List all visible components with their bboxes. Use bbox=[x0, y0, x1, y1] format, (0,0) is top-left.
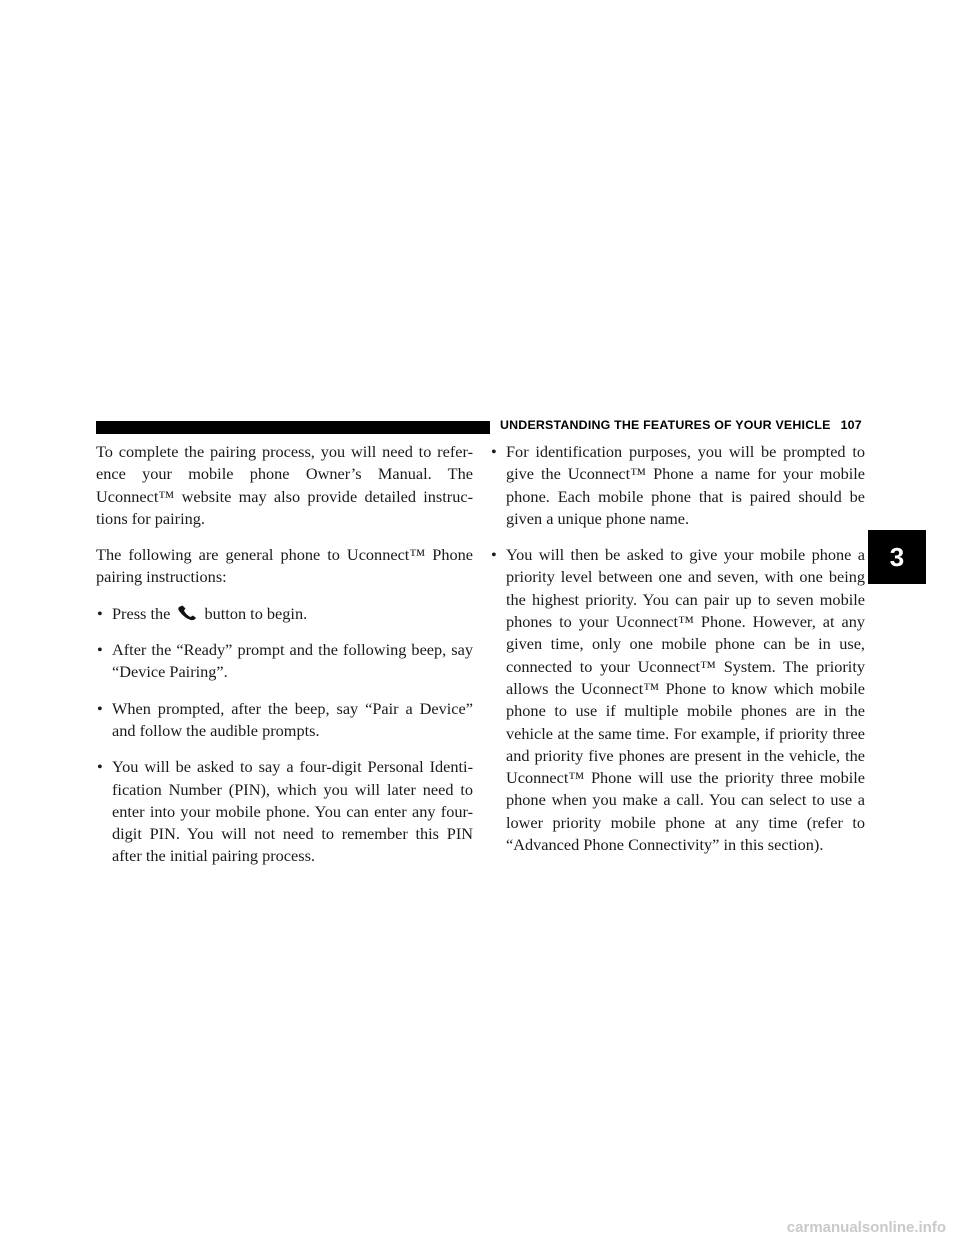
instructions-lead: The following are general phone to Uconnect™ Phone pairing instructions: bbox=[96, 545, 473, 587]
bullet: • bbox=[97, 698, 103, 718]
chapter-tab: 3 bbox=[868, 530, 926, 584]
header-rule bbox=[96, 421, 490, 434]
bullet: • bbox=[491, 442, 497, 461]
section-title: UNDERSTANDING THE FEATURES OF YOUR VEHICLE bbox=[500, 418, 831, 432]
intro-paragraph: To complete the pairing process, you will need to refer-ence your mobile phone Owner’s Manual. The Uconnect™ website may also provide detailed instruc-tions for pairing. bbox=[96, 442, 473, 528]
pairing-steps-list bbox=[96, 603, 473, 868]
left-column bbox=[96, 441, 473, 882]
list-item: • For identification purposes, you will be prompted to give the Uconnect™ Phone a name for your mobile phone. Each mobile phone that is paired should be given a unique phone name. bbox=[491, 442, 865, 528]
list-item: • Press the button to begin. bbox=[96, 603, 473, 625]
watermark: carmanualsonline.info bbox=[786, 1219, 946, 1236]
bullet: • bbox=[97, 603, 103, 623]
list-item: • You will be asked to say a four-digit Personal Identi-fication Number (PIN), which you will later need to enter into your mobile phone. You can enter any four-digit PIN. You will not need to remember this PIN after the initial pairing process. bbox=[97, 757, 473, 866]
page-number: 107 bbox=[840, 418, 862, 432]
list-item: • After the “Ready” prompt and the following beep, say “Device Pairing”. bbox=[97, 640, 473, 682]
pairing-steps-list-continued bbox=[490, 441, 865, 856]
bullet: • bbox=[491, 545, 497, 565]
bullet: • bbox=[97, 640, 103, 660]
list-item: • When prompted, after the beep, say “Pair a Device” and follow the audible prompts. bbox=[97, 698, 473, 740]
running-header bbox=[500, 418, 862, 432]
phone-handset-icon bbox=[176, 605, 198, 621]
right-column bbox=[490, 441, 865, 870]
list-item: • You will then be asked to give your mobile phone a priority level between one and seven, with one being the highest priority. You can pair up to seven mobile phones to your Uconnect™ Phone. However, at any given time, only one mobile phone can be in use, connected to your Uconnect™ System. The priority allows the Uconnect™ Phone to know which mobile phone to use if multiple mobile phones are in the vehicle at the same time. For example, if priority three and priority five phones are present in the vehicle, the Uconnect™ Phone will use the priority three mobile phone when you make a call. You can select to use a lower priority mobile phone at any time (refer to “Advanced Phone Connectivity” in this section). bbox=[491, 545, 865, 855]
bullet: • bbox=[97, 757, 103, 777]
